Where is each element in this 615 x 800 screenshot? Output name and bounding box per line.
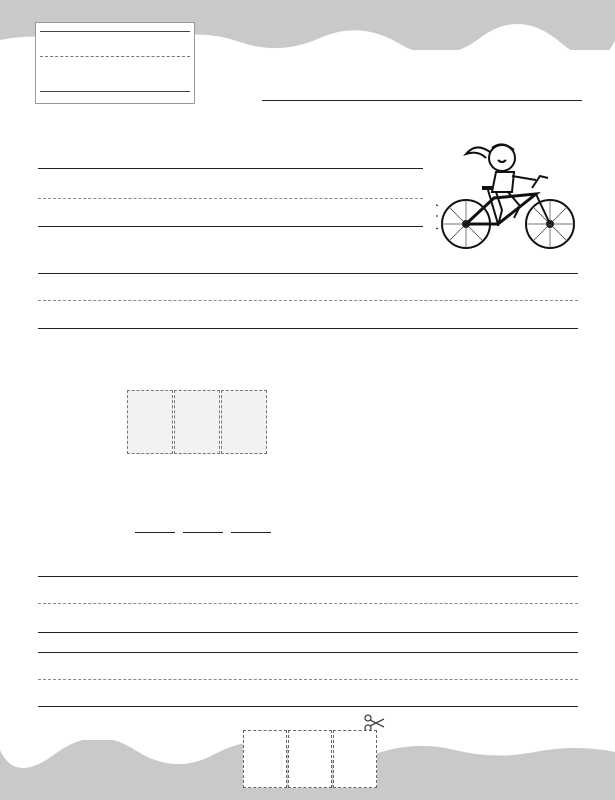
blank-2[interactable] bbox=[183, 532, 223, 533]
cutout-letter-a[interactable] bbox=[288, 730, 332, 788]
blank-3[interactable] bbox=[231, 532, 271, 533]
paste-square-2[interactable] bbox=[174, 390, 220, 454]
write-mid-line bbox=[38, 300, 578, 301]
header-base-line bbox=[40, 91, 190, 92]
write-top-line bbox=[38, 273, 578, 274]
cutout-letter-c[interactable] bbox=[243, 730, 287, 788]
header-mid-line bbox=[40, 56, 190, 57]
trace-top-line bbox=[38, 168, 423, 169]
trace-base-line bbox=[38, 226, 423, 227]
paste-square-1[interactable] bbox=[127, 390, 173, 454]
paste-square-3[interactable] bbox=[221, 390, 267, 454]
trace-mid-line bbox=[38, 198, 423, 199]
name-field-line[interactable] bbox=[262, 100, 582, 101]
header-word-box bbox=[35, 22, 195, 104]
own-line-1-base[interactable] bbox=[38, 632, 578, 633]
own-line-2-base[interactable] bbox=[38, 706, 578, 707]
write-base-line[interactable] bbox=[38, 328, 578, 329]
own-line-2-mid bbox=[38, 679, 578, 680]
own-line-2-top bbox=[38, 652, 578, 653]
own-line-1-top bbox=[38, 576, 578, 577]
girl-on-bike-illustration bbox=[436, 136, 584, 258]
blank-1[interactable] bbox=[135, 532, 175, 533]
own-line-1-mid bbox=[38, 603, 578, 604]
cutout-letter-n[interactable] bbox=[333, 730, 377, 788]
header-top-line bbox=[40, 31, 190, 32]
